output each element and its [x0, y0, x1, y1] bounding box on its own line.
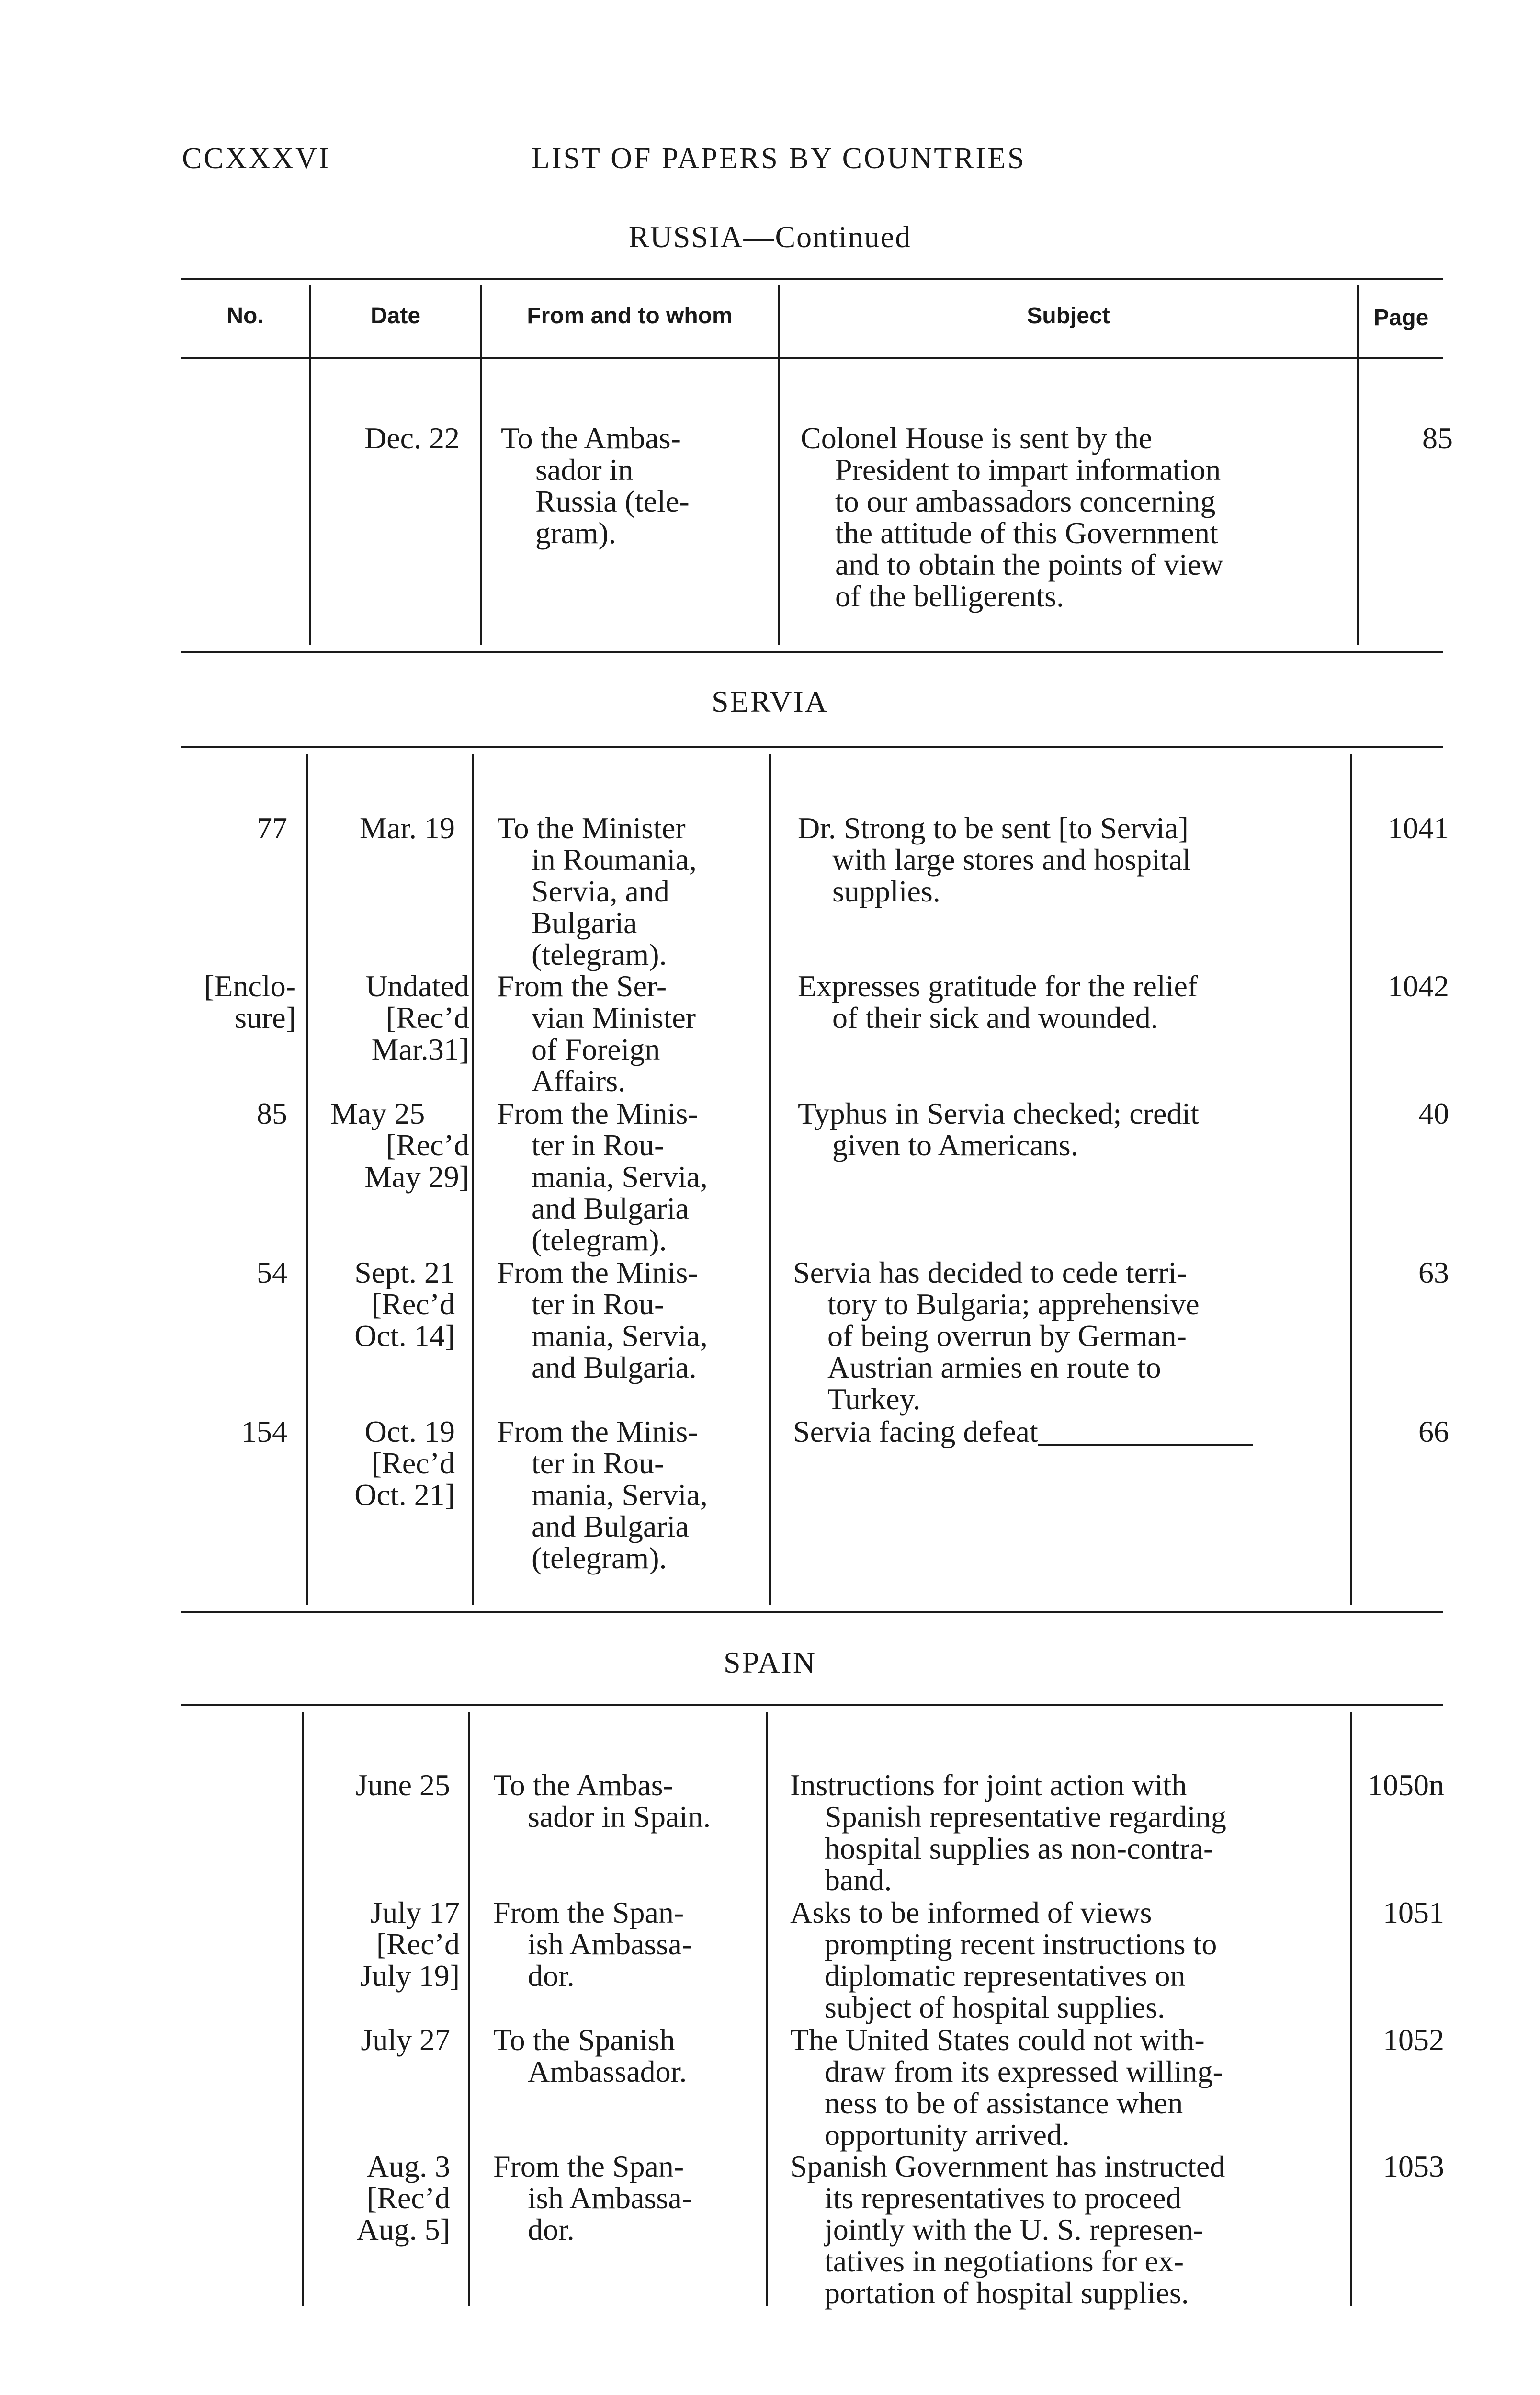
column-divider: [1350, 754, 1352, 1605]
entry-date: June 25: [355, 1768, 450, 1802]
entry-from-to: To the Ambas- sador in Spain.: [493, 1768, 711, 1834]
entry-from-to: To the Ambas- sador in Russia (tele- gram).: [501, 421, 690, 550]
section-top-rule: [181, 746, 1443, 748]
entry-date: July 17 [Rec’d July 19]: [360, 1895, 460, 1993]
entry-page: 40: [1418, 1096, 1449, 1130]
entry-subject: Colonel House is sent by the President to impart information to our ambassadors concerning the attitude of this Government and to obtain the points of view of the belligerents.: [801, 421, 1223, 613]
section-title-servia: SERVIA: [712, 684, 828, 718]
entry-date: Aug. 3 [Rec’d Aug. 5]: [356, 2149, 450, 2247]
entry-subject: Servia facing defeat______________: [793, 1414, 1253, 1448]
entry-page: 1042: [1388, 969, 1449, 1003]
column-header-from-to: From and to whom: [527, 303, 733, 329]
column-divider: [1350, 1712, 1352, 2306]
entry-page: 66: [1418, 1414, 1449, 1448]
entry-page: 1050n: [1368, 1768, 1444, 1802]
entry-from-to: From the Minis- ter in Rou- mania, Servia, and Bulgaria (telegram).: [497, 1096, 708, 1257]
entry-number: 154: [241, 1414, 287, 1448]
column-divider: [480, 285, 482, 645]
entry-subject: Expresses gratitude for the relief of their sick and wounded.: [798, 969, 1198, 1035]
section-end-rule: [181, 1611, 1443, 1613]
section-end-rule: [181, 651, 1443, 653]
column-divider: [769, 754, 771, 1605]
table-header-rule: [181, 357, 1443, 359]
entry-page: 1053: [1383, 2149, 1444, 2183]
entry-subject: Asks to be informed of views prompting recent instructions to diplomatic representatives on subject of hospital supplies.: [790, 1895, 1217, 2024]
section-title-spain: SPAIN: [723, 1645, 817, 1679]
column-divider: [302, 1712, 304, 2306]
entry-date: Sept. 21 [Rec’d Oct. 14]: [354, 1255, 455, 1353]
entry-page: 63: [1418, 1255, 1449, 1289]
column-header-page: Page: [1373, 305, 1429, 331]
entry-page: 85: [1422, 421, 1453, 455]
entry-date: July 27: [361, 2023, 450, 2057]
column-divider: [778, 285, 780, 645]
column-divider: [1357, 285, 1359, 645]
entry-date: Dec. 22: [364, 421, 460, 455]
running-title: LIST OF PAPERS BY COUNTRIES: [532, 142, 1026, 175]
entry-subject: Typhus in Servia checked; credit given to Americans.: [798, 1096, 1199, 1162]
entry-page: 1041: [1388, 811, 1449, 845]
entry-number: 85: [257, 1096, 287, 1130]
entry-from-to: From the Span- ish Ambassa- dor.: [493, 2149, 692, 2247]
entry-date: Undated [Rec’d Mar.31]: [365, 969, 469, 1066]
column-divider: [472, 754, 474, 1605]
entry-subject: Spanish Government has instructed its representatives to proceed jointly with the U. S. represen- tatives in negotiations for ex- portation of hospital supplies.: [790, 2149, 1225, 2310]
entry-number: 77: [257, 811, 287, 845]
entry-number: [Enclo- sure]: [204, 969, 296, 1035]
column-divider: [309, 285, 311, 645]
column-divider: [468, 1712, 470, 2306]
column-header-subject: Subject: [1027, 303, 1110, 329]
column-header-no: No.: [226, 303, 264, 329]
entry-date: Mar. 19: [359, 811, 455, 845]
entry-subject: The United States could not with- draw from its expressed willing- ness to be of assistance when opportunity arrived.: [790, 2023, 1223, 2152]
entry-page: 1052: [1383, 2023, 1444, 2057]
entry-date: Oct. 19 [Rec’d Oct. 21]: [354, 1414, 455, 1512]
entry-subject: Dr. Strong to be sent [to Servia] with large stores and hospital supplies.: [798, 811, 1191, 908]
entry-from-to: To the Minister in Roumania, Servia, and Bulgaria (telegram).: [497, 811, 697, 971]
column-divider: [306, 754, 308, 1605]
table-top-rule: [181, 278, 1443, 280]
entry-from-to: From the Minis- ter in Rou- mania, Servia, and Bulgaria (telegram).: [497, 1414, 708, 1575]
entry-from-to: From the Span- ish Ambassa- dor.: [493, 1895, 692, 1993]
page-number: CCXXXVI: [182, 142, 331, 175]
entry-from-to: From the Ser- vian Minister of Foreign Affairs.: [497, 969, 696, 1098]
entry-date: May 25 [Rec’d May 29]: [330, 1096, 469, 1194]
entry-subject: Instructions for joint action with Spanish representative regarding hospital supplies as non-contra- band.: [790, 1768, 1226, 1897]
entry-from-to: From the Minis- ter in Rou- mania, Servia, and Bulgaria.: [497, 1255, 708, 1384]
entry-number: 54: [257, 1255, 287, 1289]
column-divider: [766, 1712, 768, 2306]
entry-page: 1051: [1383, 1895, 1444, 1929]
section-title-russia: RUSSIA—Continued: [628, 220, 912, 254]
column-header-date: Date: [370, 303, 421, 329]
section-top-rule: [181, 1704, 1443, 1706]
entry-from-to: To the Spanish Ambassador.: [493, 2023, 687, 2088]
entry-subject: Servia has decided to cede terri- tory to Bulgaria; apprehensive of being overrun by German- Austrian armies en route to Turkey.: [793, 1255, 1200, 1416]
